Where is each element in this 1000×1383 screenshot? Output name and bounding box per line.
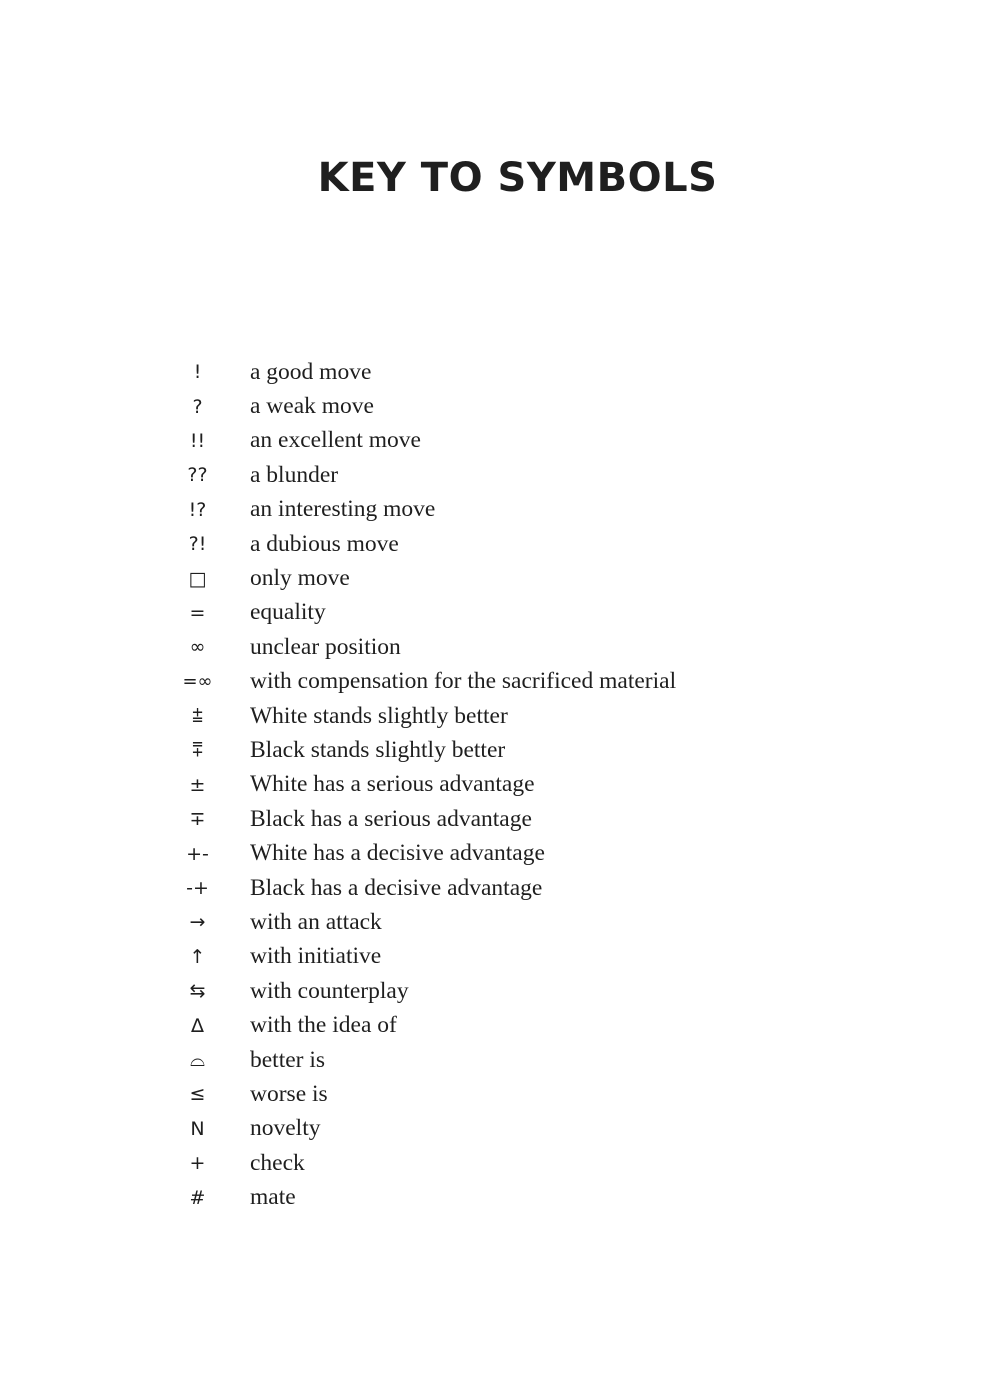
symbol-row-novelty	[175, 1112, 895, 1146]
symbol: -+	[186, 877, 209, 900]
symbol-row-initiative	[175, 940, 895, 974]
symbol-row-unclear	[175, 630, 895, 664]
symbol-meaning: with initiative	[250, 943, 382, 970]
symbol-row-white-slightly-better	[175, 699, 895, 733]
symbol: !	[193, 361, 202, 384]
symbol-row-only-move	[175, 561, 895, 595]
symbol-row-better-is	[175, 1043, 895, 1077]
arrow-right-icon: →	[189, 911, 206, 934]
triangle-icon: ∆	[191, 1014, 204, 1037]
symbol-meaning: Black stands slightly better	[250, 736, 506, 763]
symbol: ?	[192, 395, 203, 418]
symbol: N	[190, 1117, 205, 1140]
symbol-row-blunder	[175, 458, 895, 492]
symbol-row-white-serious-advantage	[175, 768, 895, 802]
symbol-meaning: a blunder	[250, 461, 339, 488]
symbol-meaning: novelty	[250, 1115, 321, 1142]
symbol-row-counterplay	[175, 974, 895, 1008]
symbol-meaning: White stands slightly better	[250, 702, 508, 729]
symbol-row-equality	[175, 596, 895, 630]
arrows-left-right-icon: ⇆	[189, 980, 206, 1003]
symbol-row-check	[175, 1146, 895, 1180]
semicircle-icon: ⌓	[189, 1049, 206, 1071]
symbol-row-worse-is	[175, 1077, 895, 1111]
symbol: ??	[187, 464, 208, 487]
symbol: □	[188, 567, 207, 590]
symbol-meaning: Black has a decisive advantage	[250, 874, 543, 901]
symbol-meaning: White has a serious advantage	[250, 771, 535, 798]
symbol-row-dubious-move	[175, 527, 895, 561]
symbol-meaning: worse is	[250, 1080, 328, 1107]
symbol: =∞	[182, 671, 213, 693]
symbol: =	[189, 601, 206, 624]
symbol-row-compensation	[175, 665, 895, 699]
symbol: ⩱	[191, 739, 204, 762]
symbol-meaning: a dubious move	[250, 530, 399, 557]
symbol-meaning: better is	[250, 1046, 326, 1073]
symbol-meaning: an interesting move	[250, 496, 436, 523]
symbol: ∞	[189, 636, 206, 659]
symbol: +-	[186, 842, 209, 865]
symbol-row-mate	[175, 1180, 895, 1214]
symbol-row-excellent-move	[175, 424, 895, 458]
symbol: +	[189, 1152, 206, 1175]
symbol: #	[189, 1186, 206, 1209]
symbol-meaning: only move	[250, 565, 350, 592]
symbol-meaning: mate	[250, 1184, 296, 1211]
symbol-meaning: unclear position	[250, 633, 401, 660]
symbol: ≤	[189, 1083, 206, 1106]
symbol-row-weak-move	[175, 389, 895, 423]
symbol: ±	[189, 773, 206, 796]
symbol-row-good-move	[175, 355, 895, 389]
symbol: ?!	[188, 533, 207, 556]
symbol: !?	[188, 498, 207, 521]
symbol-meaning: with the idea of	[250, 1012, 397, 1039]
symbol-meaning: White has a decisive advantage	[250, 840, 545, 867]
symbol-meaning: equality	[250, 599, 326, 626]
symbol-meaning: with an attack	[250, 908, 382, 935]
symbol-meaning: Black has a serious advantage	[250, 805, 532, 832]
symbol-row-black-slightly-better	[175, 733, 895, 767]
page-title: KEY TO SYMBOLS	[317, 155, 718, 201]
symbol-row-idea	[175, 1008, 895, 1042]
symbol-row-interesting-move	[175, 493, 895, 527]
symbol-row-black-decisive-advantage	[175, 871, 895, 905]
arrow-up-icon: ↑	[189, 945, 206, 968]
symbol: ⩲	[191, 705, 204, 728]
symbol-meaning: check	[250, 1149, 305, 1176]
symbol-meaning: a good move	[250, 358, 372, 385]
symbol-meaning: with compensation for the sacrificed material	[250, 668, 677, 695]
symbol-meaning: with counterplay	[250, 977, 409, 1004]
symbol-meaning: a weak move	[250, 393, 374, 420]
symbol-row-black-serious-advantage	[175, 802, 895, 836]
symbol: !!	[189, 429, 206, 452]
symbol-list	[175, 355, 895, 1215]
symbol-row-white-decisive-advantage	[175, 836, 895, 870]
symbol-row-attack	[175, 905, 895, 939]
symbol: ∓	[189, 808, 206, 831]
symbol-meaning: an excellent move	[250, 427, 421, 454]
